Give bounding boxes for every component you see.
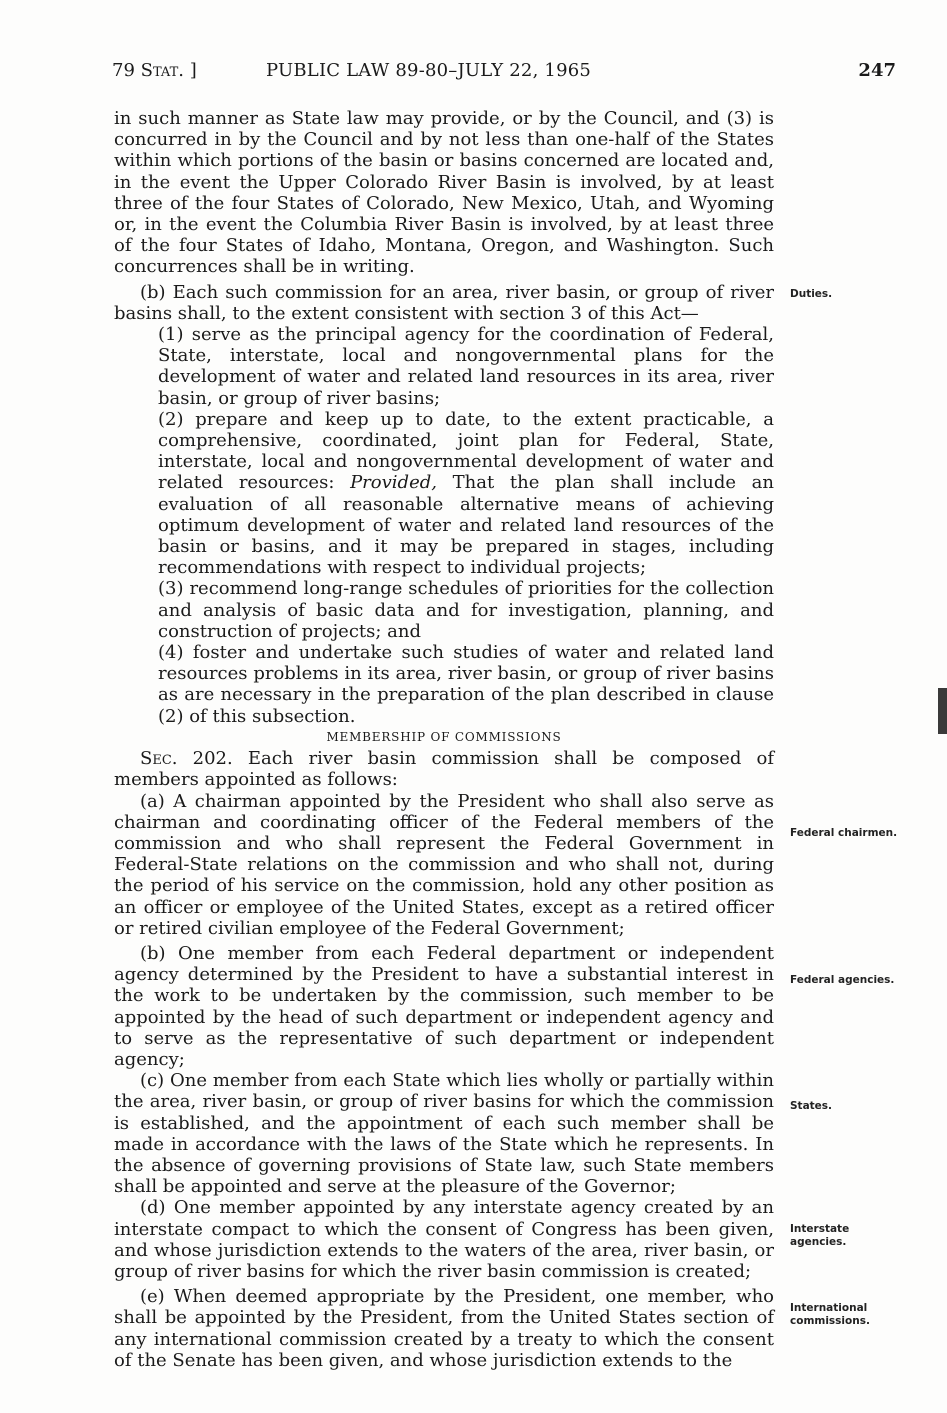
clause-b1: (1) serve as the principal agency for the coordination of Federal, State, interstate, local and nongovernmental plans for the development of water and related land resources in its area, river basin, or group of river basins; — [158, 324, 774, 409]
page-edge-mark — [938, 688, 947, 734]
margin-note-interstate-agencies: Interstate agencies. — [790, 1223, 850, 1248]
paragraph-e-international-members: (e) When deemed appropriate by the President, one member, who shall be appointed by the President, from the United States section of any international commission created by a treaty to which the consent of the Senate has been given, and whose jurisdiction extends to the — [114, 1286, 774, 1371]
margin-note-federal-chairmen: Federal chairmen. — [790, 827, 898, 839]
page-number: 247 — [858, 60, 896, 81]
section-label: Sec. 202. — [140, 748, 233, 770]
body-text — [114, 108, 774, 1371]
clause-b2-text: (2) prepare and keep up to date, to the extent practicable, a comprehensive, coordinated, joint plan for Federal, State, interstate, local and nongovernmental development of water and related resources: — [158, 408, 774, 494]
paragraph-c-state-members: (c) One member from each State which lies wholly or partially within the area, river basin, or group of river basins for which the commission is established, and the appointment of each such member shall be made in accordance with the laws of the State which he represents. In the absence of governing provisions of State law, such State members shall be appointed and serve at the pleasure of the Governor; — [114, 1070, 774, 1198]
paragraph-b-federal-members: (b) One member from each Federal department or independent agency determined by the President to have a substantial interest in the work to be undertaken by the commission, such member to be appointed by the head of such department or independent agency and to serve as the representative of such department or independent agency; — [114, 942, 774, 1070]
section-heading: MEMBERSHIP OF COMMISSIONS — [326, 729, 562, 744]
clause-b4: (4) foster and undertake such studies of water and related land resources problems in its area, river basin, or group of river basins as are necessary in the preparation of the plan described in clause (2) of this subsection. — [158, 642, 774, 727]
section-202-text: Each river basin commission shall be composed of members appointed as follows: — [114, 748, 774, 791]
paragraph-b-duties: (b) Each such commission for an area, river basin, or group of river basins shall, to the extent consistent with section 3 of this Act— — [114, 281, 774, 324]
clause-b2-text-rest: That the plan shall include an evaluation of all reasonable alternative means of achieving optimum development of water and related land resources of the basin or basins, and it may be prepared in stages, including recommendations with respect to individual projects; — [158, 472, 774, 579]
margin-note-states: States. — [790, 1100, 833, 1112]
page-header — [112, 58, 896, 84]
law-title: PUBLIC LAW 89-80–JULY 22, 1965 — [266, 60, 592, 81]
paragraph-a-chairman: (a) A chairman appointed by the President who shall also serve as chairman and coordinating officer of the Federal members of the commission and who shall represent the Federal Government in Federal-State relations on the commission and who shall not, during the period of his service on the commission, hold any other position as an officer or employee of the United States, except as a retired officer or retired civilian employee of the Federal Government; — [114, 790, 774, 939]
clause-b2-provided: Provided, — [350, 472, 437, 494]
margin-note-federal-agencies: Federal agencies. — [790, 974, 895, 986]
section-202 — [114, 748, 774, 790]
margin-note-international-commissions: International commissions. — [790, 1302, 870, 1327]
clause-b2 — [158, 409, 774, 579]
margin-note-duties: Duties. — [790, 288, 833, 300]
paragraph-d-interstate-members: (d) One member appointed by any interstate agency created by an interstate compact to which the consent of Congress has been given, and whose jurisdiction extends to the waters of the area, river basin, or group of river basins for which the river basin commission is created; — [114, 1197, 774, 1282]
paragraph-continuation: in such manner as State law may provide, or by the Council, and (3) is concurred in by the Council and by not less than one-half of the States within which portions of the basin or basins concerned are located and, in the event the Upper Colorado River Basin is involved, by at least three of the four States of Colorado, New Mexico, Utah, and Wyoming or, in the event the Columbia River Basin is involved, by at least three of the four States of Idaho, Montana, Oregon, and Washington. Such concurrences shall be in writing. — [114, 108, 774, 278]
statute-reference: 79 Stat. ] — [112, 60, 197, 81]
clause-b3: (3) recommend long-range schedules of priorities for the collection and analysis of basic data and for investigation, planning, and construction of projects; and — [158, 578, 774, 642]
